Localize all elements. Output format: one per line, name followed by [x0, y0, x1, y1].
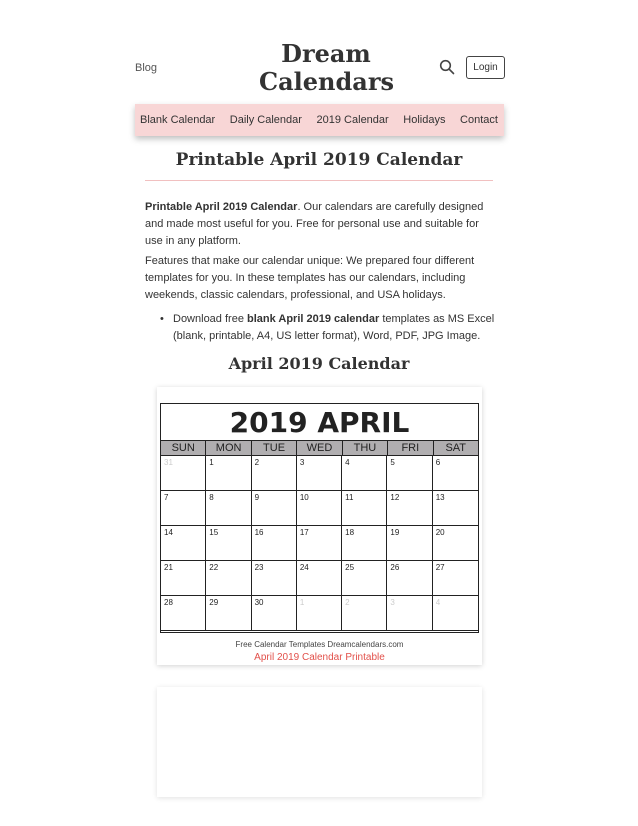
calendar-day-cell: 9 [252, 491, 297, 526]
intro-paragraph [145, 199, 495, 250]
calendar-day-cell: 23 [252, 561, 297, 596]
calendar-day-cell: 18 [342, 526, 387, 561]
calendar-day-cell: 6 [433, 456, 478, 491]
weekday-wed: WED [297, 441, 342, 455]
calendar-day-cell: 16 [252, 526, 297, 561]
calendar-day-cell: 24 [297, 561, 342, 596]
calendar-day-cell: 30 [252, 596, 297, 631]
calendar-day-cell: 1 [297, 596, 342, 631]
calendar-image[interactable] [160, 403, 479, 649]
features-paragraph: Features that make our calendar unique: We prepared four different templates for you. In these templates has our calendars, including weekends, classic calendars, professional, and USA holidays. [145, 255, 475, 301]
calendar-day-cell: 28 [161, 596, 206, 631]
calendar-day-cell: 3 [297, 456, 342, 491]
calendar-day-cell: 25 [342, 561, 387, 596]
calendar-day-cell: 3 [387, 596, 432, 631]
search-icon[interactable] [439, 59, 455, 75]
nav-item-contact[interactable]: Contact [460, 114, 498, 126]
calendar-day-cell: 14 [161, 526, 206, 561]
bullet-pre: Download free [173, 313, 247, 325]
weekday-thu: THU [343, 441, 388, 455]
title-divider [145, 180, 493, 181]
nav-item-blank-calendar[interactable]: Blank Calendar [140, 114, 216, 126]
bullet-post: templates as MS Excel (blank, printable, A4, US letter format), Word, PDF, JPG Image. [173, 313, 495, 342]
calendar-day-cell: 22 [206, 561, 251, 596]
logo-line-1: Dream [281, 39, 371, 68]
weekday-mon: MON [206, 441, 251, 455]
weekday-tue: TUE [252, 441, 297, 455]
calendar-day-cell: 19 [387, 526, 432, 561]
login-button[interactable]: Login [466, 56, 505, 79]
site-header [0, 0, 638, 100]
intro-bold: Printable April 2019 Calendar [145, 201, 298, 213]
calendar-title: 2019 APRIL [229, 406, 410, 439]
calendar-day-cell: 26 [387, 561, 432, 596]
intro-text: . Our calendars are carefully designed and made most useful for you. Free for personal use and suitable for use in any platform. [145, 201, 484, 247]
calendar-day-cell: 11 [342, 491, 387, 526]
calendar-image-card[interactable] [157, 387, 482, 665]
calendar-day-cell: 2 [342, 596, 387, 631]
weekday-sat: SAT [445, 442, 467, 454]
calendar-day-cell: 15 [206, 526, 251, 561]
calendar-day-cell: 7 [161, 491, 206, 526]
bullet-link[interactable]: blank April 2019 calendar [247, 313, 380, 325]
calendar-day-cell: 13 [433, 491, 478, 526]
calendar-grid [161, 456, 478, 631]
second-image-card[interactable] [157, 687, 482, 797]
nav-item-daily-calendar[interactable]: Daily Calendar [229, 114, 302, 126]
weekday-header [161, 440, 478, 456]
download-list [158, 311, 498, 345]
calendar-day-cell: 12 [387, 491, 432, 526]
page-title: Printable April 2019 Calendar [175, 150, 463, 170]
main-nav [135, 104, 504, 136]
calendar-day-cell: 1 [206, 456, 251, 491]
weekday-sun: SUN [161, 441, 206, 455]
calendar-day-cell: 8 [206, 491, 251, 526]
calendar-day-cell: 4 [342, 456, 387, 491]
calendar-day-cell: 29 [206, 596, 251, 631]
list-item [158, 311, 498, 345]
nav-item-2019-calendar[interactable]: 2019 Calendar [316, 114, 389, 126]
image-caption-link[interactable]: April 2019 Calendar Printable [254, 652, 385, 663]
calendar-day-cell: 27 [433, 561, 478, 596]
calendar-day-cell: 20 [433, 526, 478, 561]
calendar-day-cell: 21 [161, 561, 206, 596]
calendar-day-cell: 5 [387, 456, 432, 491]
site-logo[interactable] [259, 40, 393, 96]
section-title: April 2019 Calendar [228, 354, 410, 373]
calendar-footer: Free Calendar Templates Dreamcalendars.com [235, 640, 404, 649]
weekday-fri: FRI [388, 441, 433, 455]
logo-line-2: Calendars [259, 67, 394, 96]
blog-link[interactable]: Blog [135, 62, 158, 74]
calendar-day-cell: 4 [433, 596, 478, 631]
calendar-day-cell: 2 [252, 456, 297, 491]
calendar-day-cell: 10 [297, 491, 342, 526]
calendar-day-cell: 31 [161, 456, 206, 491]
nav-item-holidays[interactable]: Holidays [403, 114, 446, 126]
calendar-day-cell: 17 [297, 526, 342, 561]
